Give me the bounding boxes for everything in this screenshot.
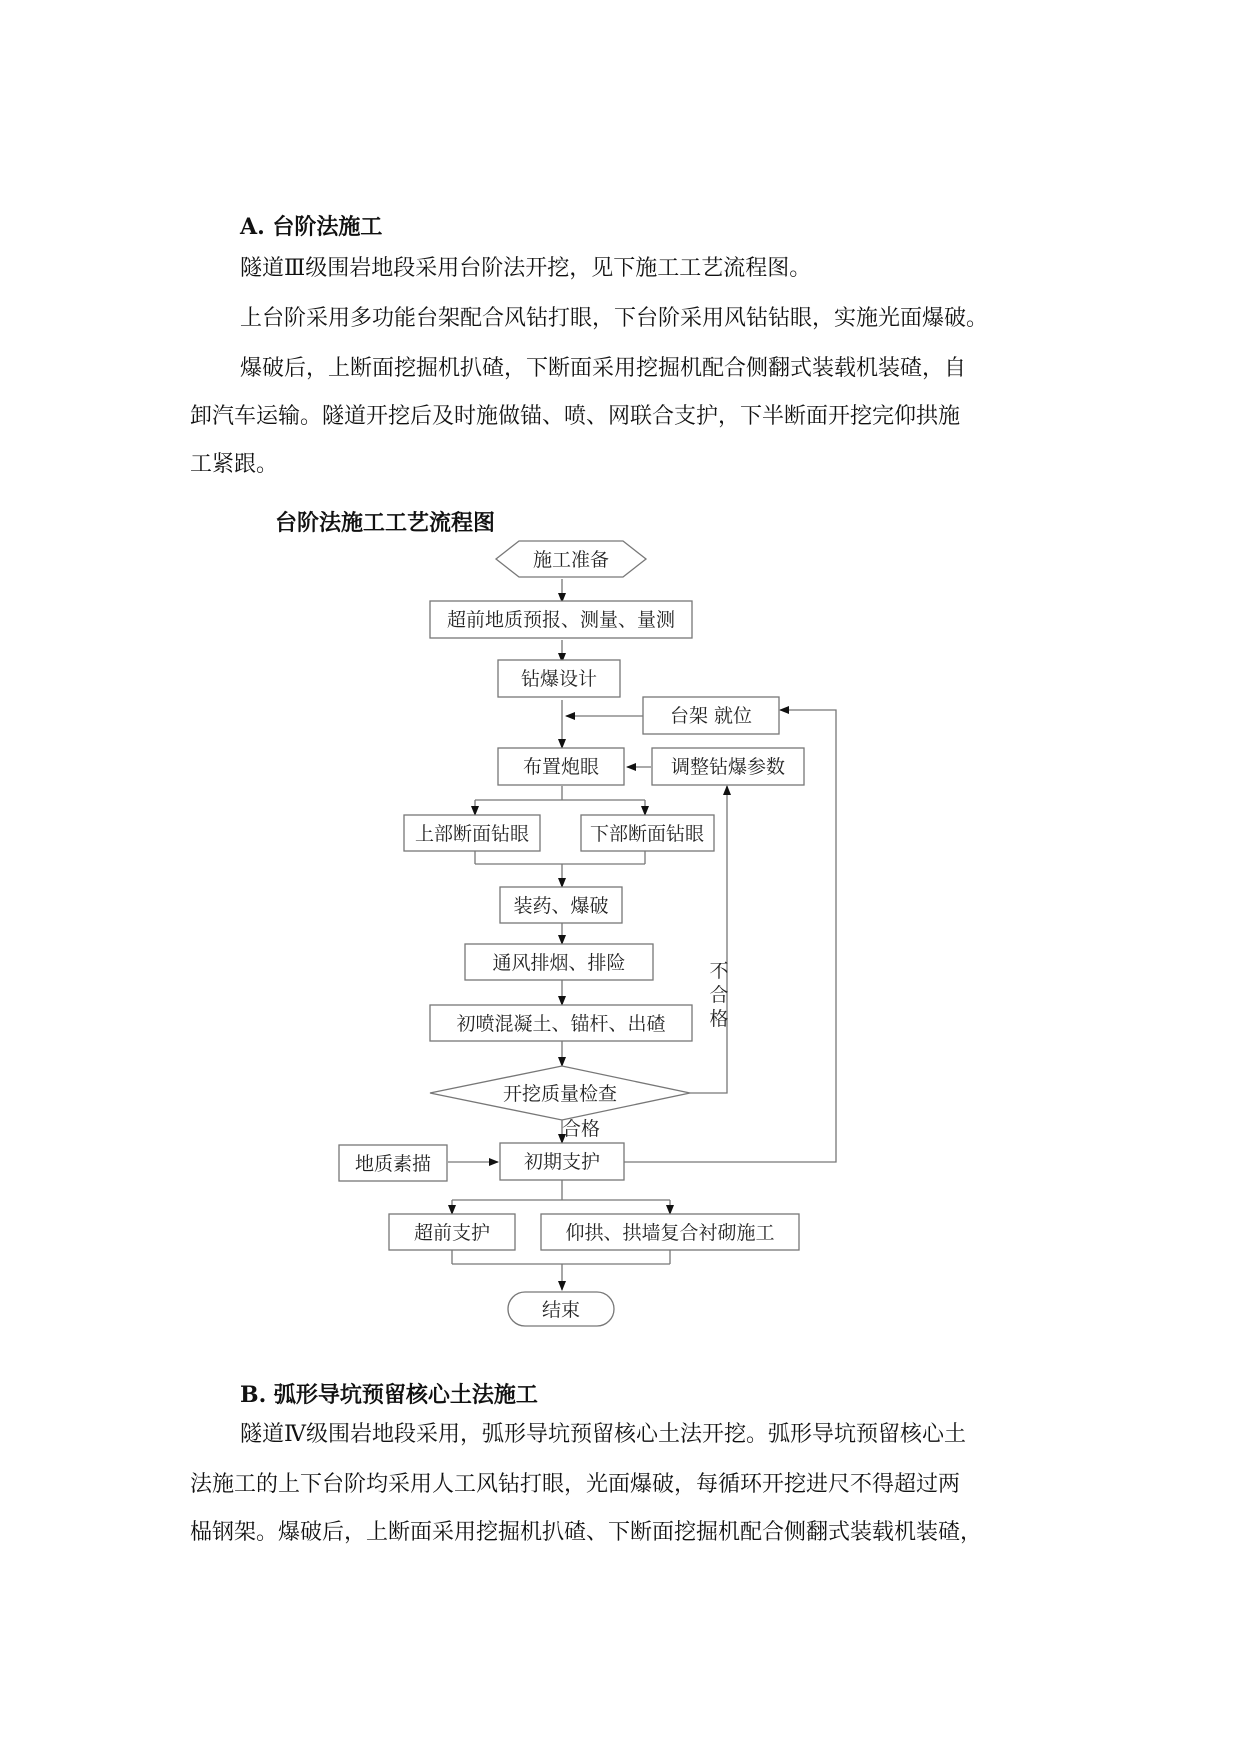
flow-node-lining (541, 1214, 799, 1250)
section-b-line1: 隧道Ⅳ级围岩地段采用，弧形导坑预留核心土法开挖。弧形导坑预留核心土 (240, 1422, 966, 1447)
flow-node-initial-spray (430, 1005, 692, 1041)
flowchart-title: 台阶法施工工艺流程图 (275, 510, 496, 536)
section-a-heading: A. 台阶法施工 (240, 214, 383, 240)
flow-node-lower-drill-label: 下部断面钻眼 (589, 823, 705, 845)
flow-node-layout (498, 748, 624, 785)
flow-label-pass: 合格 (561, 1118, 601, 1140)
section-a-para2: 上台阶采用多功能台架配合风钻打眼，下台阶采用风钻钻眼，实施光面爆破。 (240, 306, 989, 331)
flow-node-forecast-label: 超前地质预报、测量、量测 (446, 609, 676, 631)
flow-node-support (500, 1143, 624, 1180)
section-a-para1: 隧道Ⅲ级围岩地段采用台阶法开挖，见下施工工艺流程图。 (240, 256, 812, 281)
flow-node-adjust-label: 调整钻爆参数 (670, 756, 786, 778)
flow-label-fail-2: 合 (709, 984, 729, 1006)
flow-node-inspection (430, 1066, 690, 1120)
flow-node-inspection-label: 开挖质量检查 (502, 1083, 618, 1105)
flow-node-ventilation (465, 944, 653, 980)
flow-label-fail-1: 不 (709, 960, 729, 982)
flow-node-charge (500, 887, 622, 923)
flow-node-design-label: 钻爆设计 (520, 668, 598, 690)
flow-node-rig (643, 697, 779, 734)
flow-node-advance-support-label: 超前支护 (413, 1222, 491, 1244)
section-a-para3-line3: 工紧跟。 (190, 452, 279, 477)
flow-node-charge-label: 装药、爆破 (513, 895, 609, 917)
flow-node-rig-label: 台架 就位 (669, 705, 753, 727)
flow-node-sketch (339, 1145, 447, 1181)
flow-node-ventilation-label: 通风排烟、排险 (492, 952, 626, 974)
flow-node-start (496, 541, 646, 577)
flow-node-end (508, 1292, 614, 1326)
flow-node-upper-drill-label: 上部断面钻眼 (414, 823, 530, 845)
flow-label-fail-3: 格 (709, 1008, 729, 1030)
section-a-para3-line1: 爆破后，上断面挖掘机扒碴，下断面采用挖掘机配合侧翻式装载机装碴，自 (240, 356, 967, 381)
section-a-para3-line2: 卸汽车运输。隧道开挖后及时施做锚、喷、网联合支护，下半断面开挖完仰拱施 (190, 404, 961, 429)
section-b-line3: 榀钢架。爆破后，上断面采用挖掘机扒碴、下断面挖掘机配合侧翻式装载机装碴， (190, 1520, 983, 1545)
section-b-heading: B. 弧形导坑预留核心土法施工 (240, 1382, 538, 1408)
flow-node-support-label: 初期支护 (523, 1151, 601, 1173)
flow-node-end-label: 结束 (541, 1299, 581, 1321)
flow-node-start-label: 施工准备 (532, 549, 610, 571)
flow-node-forecast (430, 601, 692, 638)
section-b-line2: 法施工的上下台阶均采用人工风钻打眼，光面爆破，每循环开挖进尺不得超过两 (190, 1472, 961, 1497)
flow-node-advance-support (389, 1214, 515, 1250)
flow-node-sketch-label: 地质素描 (354, 1153, 432, 1175)
flow-node-adjust (652, 748, 804, 785)
flow-node-lining-label: 仰拱、拱墙复合衬砌施工 (565, 1222, 775, 1244)
flow-node-lower-drill (581, 815, 714, 851)
flow-node-initial-spray-label: 初喷混凝土、锚杆、出碴 (456, 1013, 666, 1035)
flow-node-layout-label: 布置炮眼 (522, 756, 600, 778)
flow-node-design (498, 660, 620, 697)
flow-node-upper-drill (404, 815, 540, 851)
